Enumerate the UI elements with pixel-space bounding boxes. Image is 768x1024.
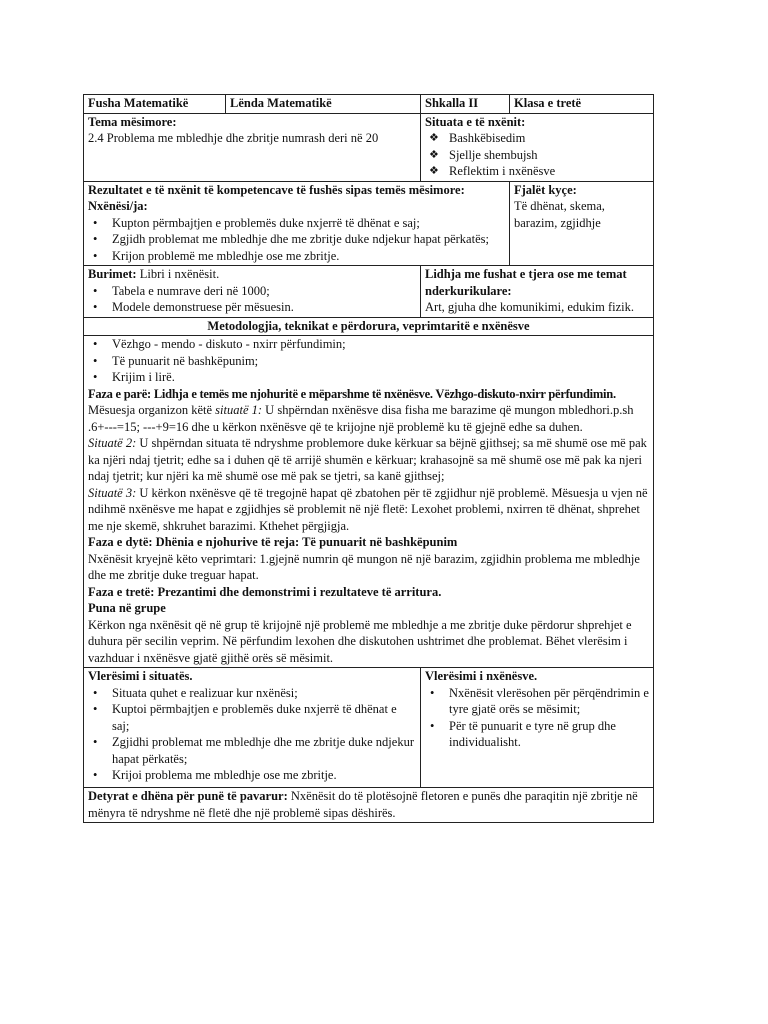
situata-list	[425, 130, 649, 180]
lenda-cell: Lënda Matematikë	[226, 95, 421, 114]
faza1-paragraph: Mësuesja organizon këtë situatë 1: U shpërndan nxënësve disa fisha me barazime që mungon mbledhori.p.sh .6+---=15; ---+9=16 dhe u kërkon nxënësve që te krijojne një problemë ku të gjejnë edhe sa duhen.	[88, 403, 634, 434]
vleresimi-nxenesve-list	[425, 685, 649, 751]
puna-text: Kërkon nga nxënësit që në grup të krijojnë një problemë me mbledhje a me zbritje duke përdorur shprehjet e duhura për secilin veprim. Në përfundim lexohen dhe diskutohen ushtrimet dhe problemat. Bëhet vlerësim i vazhduar i nxënësve gjatë gjithë orës së mësimit.	[88, 617, 632, 665]
metodologjia-row	[84, 336, 654, 668]
list-item: • Kuptoi përmbajtjen e problemës duke nxjerrë të dhënat e saj;	[112, 701, 416, 734]
vleresimi-situates-list	[88, 685, 416, 784]
rezultatet-list	[88, 215, 505, 265]
rezultatet-cell	[84, 181, 510, 266]
lesson-plan-page	[83, 94, 653, 823]
list-item: • Për të punuarit e tyre në grup dhe individualisht.	[449, 718, 649, 751]
list-item: • Krijoi problema me mbledhje ose me zbritje.	[112, 767, 416, 784]
fusha-cell: Fusha Matematikë	[84, 95, 226, 114]
detyrat-text: Nxënësit do të plotësojnë fletoren e punës dhe paraqitin një zbritje në mënyra të ndryshme në fletë dhe një problemë sipas dëshirës.	[88, 789, 638, 820]
rezultatet-row	[84, 181, 654, 266]
burimet-line	[88, 266, 416, 283]
list-item: • Vëzhgo - mendo - diskuto - nxirr përfundimin;	[112, 336, 649, 353]
burimet-list	[88, 283, 416, 316]
vleresimi-row	[84, 668, 654, 788]
puna-title: Puna në grupe	[88, 601, 166, 615]
situata3-paragraph: Situatë 3: U kërkon nxënësve që të tregojnë hapat që zbatohen për të zgjidhur një problemë. Mësuesja u vjen në ndihmë nxënësve me hapat e zgjidhjes së problemit në një fletë: Lexohet problemi, nxirren të dhënat, shprehet me nje skemë, shkruhet barazimi. Kthehet përgjigja.	[88, 485, 648, 533]
tema-cell	[84, 113, 421, 181]
faza3-title: Faza e tretë: Prezantimi dhe demonstrimi i rezultateve të arritura.	[88, 584, 442, 599]
lesson-plan-table	[83, 94, 654, 823]
list-item: • Modele demonstruese për mësuesin.	[112, 299, 416, 316]
burimet-cell	[84, 266, 421, 318]
tema-row	[84, 113, 654, 181]
klasa-cell: Klasa e tretë	[510, 95, 654, 114]
list-item: ❖ Sjellje shembujsh	[449, 147, 649, 164]
rezultatet-label: Rezultatet e të nxënit të kompetencave të fushës sipas temës mësimore:	[88, 182, 465, 197]
vleresimi-nxenesve-cell	[421, 668, 654, 788]
tema-label: Tema mësimore:	[88, 114, 177, 129]
faza2-text: Nxënësit kryejnë këto veprimtari: 1.gjejnë numrin që mungon në një barazim, zgjidhin problema me mbledhje dhe me zbritje duke treguar hapat.	[88, 551, 640, 582]
list-item: ❖ Reflektim i nxënësve	[449, 163, 649, 180]
list-item: • Kupton përmbajtjen e problemës duke nxjerrë të dhënat e saj;	[112, 215, 505, 232]
header-row	[84, 95, 654, 114]
detyrat-cell	[84, 788, 654, 823]
list-item: ❖ Bashkëbisedim	[449, 130, 649, 147]
list-item: • Situata quhet e realizuar kur nxënësi;	[112, 685, 416, 702]
metodologjia-title: Metodologjia, teknikat e përdorura, veprimtaritë e nxënësve	[84, 317, 654, 336]
list-item: • Zgjidhi problemat me mbledhje dhe me zbritje duke ndjekur hapat përkatës;	[112, 734, 416, 767]
lidhja-cell	[421, 266, 654, 318]
rezultatet-sublabel: Nxënësi/ja:	[88, 199, 148, 213]
burimet-row	[84, 266, 654, 318]
detyrat-row	[84, 788, 654, 823]
metodologjia-cell	[84, 336, 654, 668]
list-item: • Të punuarit në bashkëpunim;	[112, 353, 649, 370]
detyrat-paragraph	[88, 788, 649, 821]
list-item: • Nxënësit vlerësohen për përqëndrimin e tyre gjatë orës se mësimit;	[449, 685, 649, 718]
list-item: • Zgjidh problemat me mbledhje dhe me zbritje duke ndjekur hapat përkatës;	[112, 231, 505, 248]
situata-label: Situata e të nxënit:	[425, 114, 526, 129]
vleresimi-nxenesve-label: Vlerësimi i nxënësve.	[425, 669, 538, 683]
situata2-label: Situatë 2:	[88, 436, 137, 450]
detyrat-label: Detyrat e dhëna për punë të pavarur:	[88, 789, 288, 803]
lidhja-label: Lidhja me fushat e tjera ose me temat nderkurikulare:	[425, 267, 627, 298]
burimet-text: Libri i nxënësit.	[136, 267, 220, 281]
lidhja-text: Art, gjuha dhe komunikimi, edukim fizik.	[425, 300, 634, 314]
list-item: • Krijim i lirë.	[112, 369, 649, 386]
fjalet-text: Të dhënat, skema, barazim, zgjidhje	[514, 199, 605, 230]
situata3-label: Situatë 3:	[88, 485, 137, 500]
situata-cell	[421, 113, 654, 181]
list-item: • Tabela e numrave deri në 1000;	[112, 283, 416, 300]
faza1-title: Faza e parë: Lidhja e temës me njohuritë e mëparshme të nxënësve. Vëzhgo-diskuto-nxirr përfundimin.	[88, 386, 616, 401]
burimet-label: Burimet:	[88, 267, 137, 281]
list-item: • Krijon problemë me mbledhje ose me zbritje.	[112, 248, 505, 265]
faza2-title: Faza e dytë: Dhënia e njohurive të reja: Të punuarit në bashkëpunim	[88, 535, 458, 549]
situata2-paragraph: Situatë 2: U shpërndan situata të ndryshme problemore duke kërkuar sa bëjnë gjithsej; sa më shumë ose më pak ka njëri ndaj tjetrit; edhe sa i duhen që të arrijë shumën e kërkuar; krahasojnë sa më shumë ose më pak ka njeri ndaj tjetrit; kur njëri ka më shumë ose më pak se tjetri, sa kanë gjithsej;	[88, 436, 647, 483]
vleresimi-situates-label: Vlerësimi i situatës.	[88, 669, 193, 683]
metodologjia-list	[88, 336, 649, 386]
fjalet-cell	[510, 181, 654, 266]
fjalet-label: Fjalët kyçe:	[514, 182, 577, 197]
shkalla-cell: Shkalla II	[421, 95, 510, 114]
tema-text: 2.4 Problema me mbledhje dhe zbritje numrash deri në 20	[88, 131, 379, 145]
vleresimi-situates-cell	[84, 668, 421, 788]
metodologjia-title-row	[84, 317, 654, 336]
situata1-label: situatë 1:	[215, 403, 263, 417]
